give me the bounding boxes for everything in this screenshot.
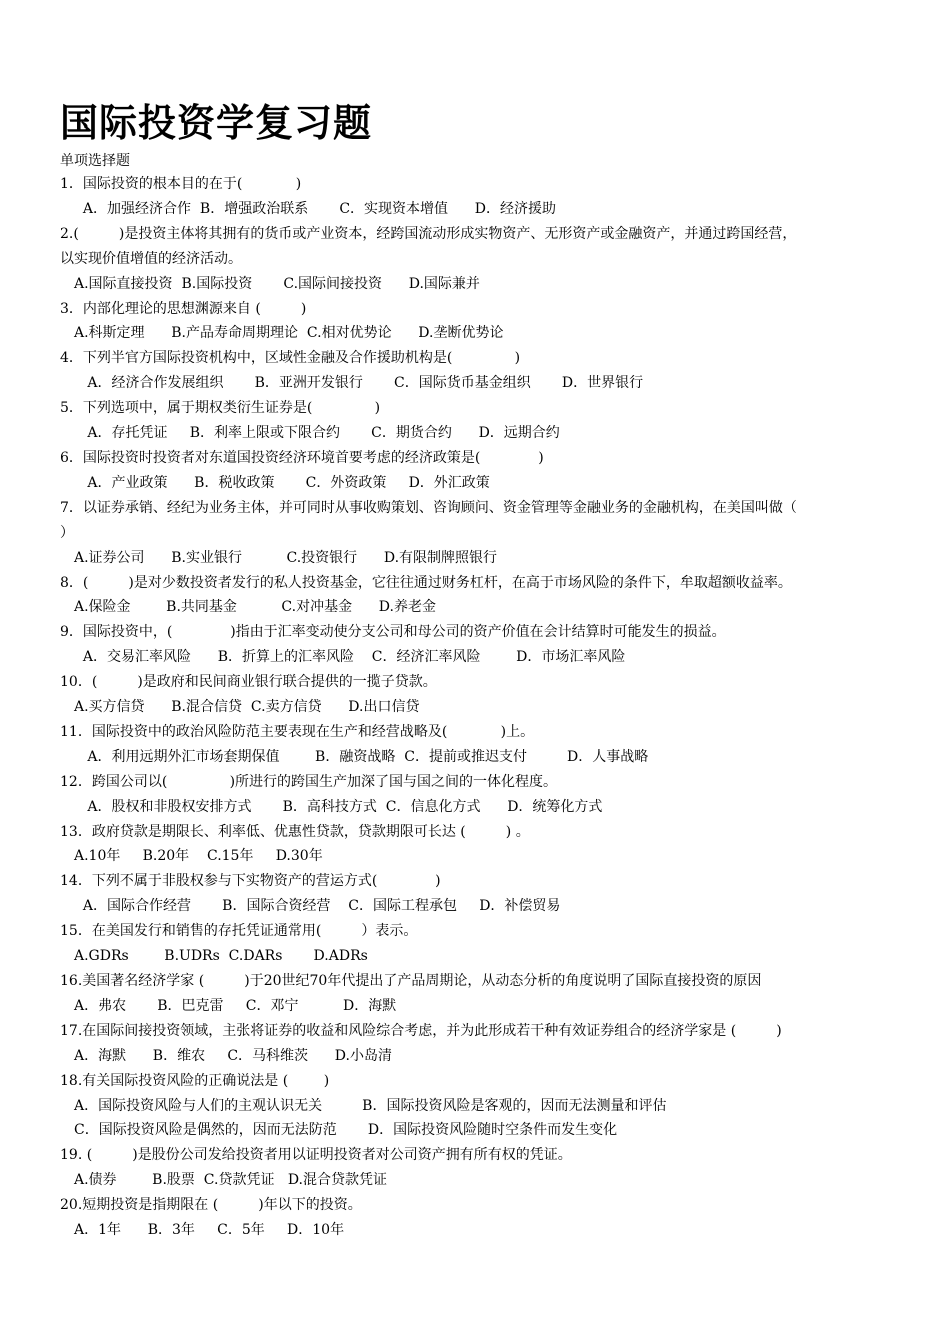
question-line: 3．内部化理论的思想渊源来自 ( ) (60, 300, 307, 317)
question-line: 19. ( )是股份公司发给投资者用以证明投资者对公司资产拥有所有权的凭证。 (60, 1147, 572, 1164)
question-line: 14．下列不属于非股权参与下实物资产的营运方式( ) (60, 873, 441, 890)
question-line: 7．以证券承销、经纪为业务主体，并可同时从事收购策划、咨询顾问、资金管理等金融业务的金融机构，在美国叫做（ (60, 499, 797, 516)
options-line: A．交易汇率风险 B．折算上的汇率风险 C．经济汇率风险 D．市场汇率风险 (74, 649, 626, 666)
question-line: 16.美国著名经济学家 ( )于20世纪70年代提出了产品周期论，从动态分析的角度说明了国际直接投资的原因 (60, 973, 762, 989)
question-line: ） (60, 524, 74, 541)
question-line: 11．国际投资中的政治风险防范主要表现在生产和经营战略及( )上。 (60, 723, 535, 740)
options-line: A.证券公司 B.实业银行 C.投资银行 D.有限制牌照银行 (74, 549, 498, 566)
question-line: 2.( )是投资主体将其拥有的货币或产业资本，经跨国流动形成实物资产、无形资产或金融资产，并通过跨国经营， (60, 225, 797, 242)
question-line: 9．国际投资中，( )指由于汇率变动使分支公司和母公司的资产价值在会计结算时可能发生的损益。 (60, 624, 726, 641)
options-line: A．国际投资风险与人们的主观认识无关 B．国际投资风险是客观的，因而无法测量和评估 (74, 1097, 667, 1114)
options-line: A.债券 B.股票 C.贷款凭证 D.混合贷款凭证 (74, 1172, 387, 1189)
options-line: A．加强经济合作 B．增强政治联系 C．实现资本增值 D．经济援助 (74, 200, 556, 217)
question-line: 20.短期投资是指期限在 ( )年以下的投资。 (60, 1197, 362, 1214)
options-line: A．国际合作经营 B．国际合资经营 C．国际工程承包 D．补偿贸易 (74, 898, 561, 915)
question-line: 12．跨国公司以( )所进行的跨国生产加深了国与国之间的一体化程度。 (60, 773, 558, 790)
question-line: 18.有关国际投资风险的正确说法是 ( ) (60, 1072, 330, 1089)
question-line: 4．下列半官方国际投资机构中，区域性金融及合作援助机构是( ) (60, 350, 521, 367)
options-line: A．经济合作发展组织 B．亚洲开发银行 C．国际货币基金组织 D．世界银行 (74, 375, 644, 392)
options-line: A.科斯定理 B.产品寿命周期理论 C.相对优势论 D.垄断优势论 (74, 325, 504, 342)
document-page (60, 96, 896, 1243)
options-line: A.买方信贷 B.混合信贷 C.卖方信贷 D.出口信贷 (74, 699, 420, 716)
question-line: 10．( )是政府和民间商业银行联合提供的一揽子贷款。 (60, 674, 437, 691)
question-line: 1．国际投资的根本目的在于( ) (60, 176, 302, 192)
options-line: A．利用远期外汇市场套期保值 B．融资战略 C．提前或推迟支付 D．人事战略 (74, 748, 649, 765)
options-line: A．产业政策 B．税收政策 C．外资政策 D．外汇政策 (74, 474, 490, 491)
question-line: 15．在美国发行和销售的存托凭证通常用( ）表示。 (60, 923, 418, 940)
question-line: 以实现价值增值的经济活动。 (60, 250, 242, 267)
options-line: A．1年 B．3年 C．5年 D．10年 (74, 1222, 345, 1239)
document-title: 国际投资学复习题 (60, 101, 373, 145)
options-line: A.保险金 B.共同基金 C.对冲基金 D.养老金 (74, 599, 436, 616)
options-line: A．股权和非股权安排方式 B．高科技方式 C．信息化方式 D．统筹化方式 (74, 798, 603, 815)
question-line: 5．下列选项中，属于期权类衍生证券是( ) (60, 400, 381, 417)
options-line: A．存托凭证 B．利率上限或下限合约 C．期货合约 D．远期合约 (74, 425, 560, 442)
options-line: C．国际投资风险是偶然的，因而无法防范 D．国际投资风险随时空条件而发生变化 (74, 1122, 618, 1139)
options-line: A.10年 B.20年 C.15年 D.30年 (74, 848, 323, 865)
options-line: A．弗农 B．巴克雷 C．邓宁 D．海默 (74, 997, 397, 1014)
question-list (60, 172, 896, 1243)
question-line: 17.在国际间接投资领域，主张将证券的收益和风险综合考虑，并为此形成若干种有效证券组合的经济学家是 ( ) (60, 1022, 782, 1039)
question-line: 6．国际投资时投资者对东道国投资经济环境首要考虑的经济政策是( ) (60, 449, 544, 466)
options-line: A.GDRs B.UDRs C.DARs D.ADRs (74, 948, 368, 965)
question-line: 8．( )是对少数投资者发行的私人投资基金，它往往通过财务杠杆，在高于市场风险的条件下，牟取超额收益率。 (60, 574, 792, 591)
question-line: 13．政府贷款是期限长、利率低、优惠性贷款，贷款期限可长达 ( ) 。 (60, 823, 530, 840)
options-line: A.国际直接投资 B.国际投资 C.国际间接投资 D.国际兼并 (74, 275, 480, 292)
options-line: A．海默 B．维农 C．马科维茨 D.小岛清 (74, 1047, 392, 1064)
section-heading: 单项选择题 (60, 153, 130, 169)
